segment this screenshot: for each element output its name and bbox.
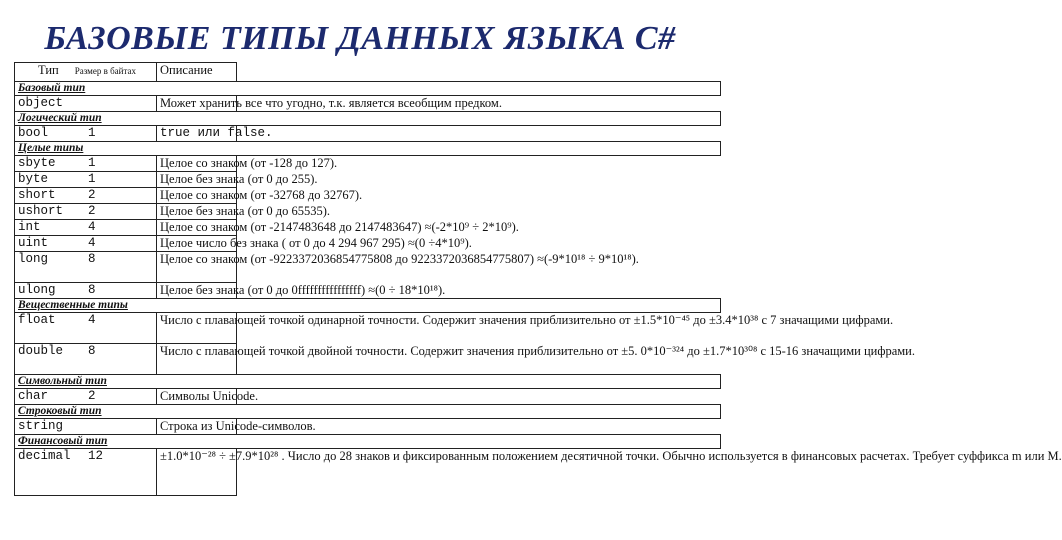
type-cell: uint 4 — [15, 236, 157, 252]
header-row — [15, 63, 721, 82]
group-row — [15, 375, 721, 389]
group-label: Строковый тип — [15, 405, 721, 419]
table-row — [15, 156, 721, 172]
types-table — [14, 62, 1062, 496]
type-cell: float 4 — [15, 313, 157, 344]
description-cell: Целое со знаком (от -128 до 127). — [157, 156, 237, 172]
table-row — [15, 172, 721, 188]
header-size: Размер в байтах — [74, 66, 136, 76]
type-cell: object — [15, 96, 157, 112]
header-type: Тип Размер в байтах — [15, 63, 157, 82]
type-cell: bool 1 — [15, 126, 157, 142]
type-cell: long 8 — [15, 252, 157, 283]
description-cell: Целое со знаком (от -9223372036854775808 до 9223372036854775807) ≈(-9*10¹⁸ ÷ 9*10¹⁸). — [157, 252, 237, 283]
description-cell: Целое без знака (от 0 до 255). — [157, 172, 237, 188]
table-row — [15, 419, 721, 435]
description-cell: Целое число без знака ( от 0 до 4 294 967 295) ≈(0 ÷4*10⁹). — [157, 236, 237, 252]
header-description: Описание — [157, 63, 237, 82]
table-row — [15, 96, 721, 112]
type-cell: short 2 — [15, 188, 157, 204]
description-cell: Число с плавающей точкой одинарной точности. Содержит значения приблизительно от ±1.5*10⁻⁴⁵ до ±3.4*10³⁸ с 7 значащими цифрами. — [157, 313, 237, 344]
group-row — [15, 142, 721, 156]
type-cell: ushort 2 — [15, 204, 157, 220]
description-cell: Целое без знака (от 0 до 65535). — [157, 204, 237, 220]
type-cell: sbyte 1 — [15, 156, 157, 172]
table-row — [15, 313, 721, 344]
group-row — [15, 82, 721, 96]
description-cell: true или false. — [157, 126, 237, 142]
table-row — [15, 220, 721, 236]
type-cell: decimal 12 — [15, 449, 157, 496]
group-row — [15, 299, 721, 313]
type-cell: string — [15, 419, 157, 435]
group-label: Вещественные типы — [15, 299, 721, 313]
type-cell: double 8 — [15, 344, 157, 375]
type-cell: char 2 — [15, 389, 157, 405]
description-cell: Целое без знака (от 0 до 0ffffffffffffffff) ≈(0 ÷ 18*10¹⁸). — [157, 283, 237, 299]
description-cell: ±1.0*10⁻²⁸ ÷ ±7.9*10²⁸ . Число до 28 знаков и фиксированным положением десятичной точки. Обычно используется в финансовых расчетах. Требует суффикса m или М. — [157, 449, 237, 496]
description-cell: Символы Unicode. — [157, 389, 237, 405]
type-cell: byte 1 — [15, 172, 157, 188]
table-row — [15, 236, 721, 252]
table-row — [15, 389, 721, 405]
table-row — [15, 283, 721, 299]
group-label: Символьный тип — [15, 375, 721, 389]
description-cell: Строка из Unicode-символов. — [157, 419, 237, 435]
group-label: Целые типы — [15, 142, 721, 156]
type-cell: ulong 8 — [15, 283, 157, 299]
type-cell: int 4 — [15, 220, 157, 236]
table-row — [15, 188, 721, 204]
group-row — [15, 435, 721, 449]
group-row — [15, 405, 721, 419]
table-row — [15, 204, 721, 220]
table-row — [15, 344, 721, 375]
group-label: Логический тип — [15, 112, 721, 126]
description-cell: Может хранить все что угодно, т.к. является всеобщим предком. — [157, 96, 237, 112]
table-row — [15, 449, 721, 496]
group-label: Финансовый тип — [15, 435, 721, 449]
table-row — [15, 126, 721, 142]
group-label: Базовый тип — [15, 82, 721, 96]
description-cell: Целое со знаком (от -2147483648 до 2147483647) ≈(-2*10⁹ ÷ 2*10⁹). — [157, 220, 237, 236]
description-cell: Целое со знаком (от -32768 до 32767). — [157, 188, 237, 204]
page-title: БАЗОВЫЕ ТИПЫ ДАННЫХ ЯЗЫКА C# — [44, 20, 676, 57]
group-row — [15, 112, 721, 126]
table-row — [15, 252, 721, 283]
description-cell: Число с плавающей точкой двойной точности. Содержит значения приблизительно от ±5. 0*10⁻³²⁴ до ±1.7*10³⁰⁸ с 15-16 значащими цифрами. — [157, 344, 237, 375]
